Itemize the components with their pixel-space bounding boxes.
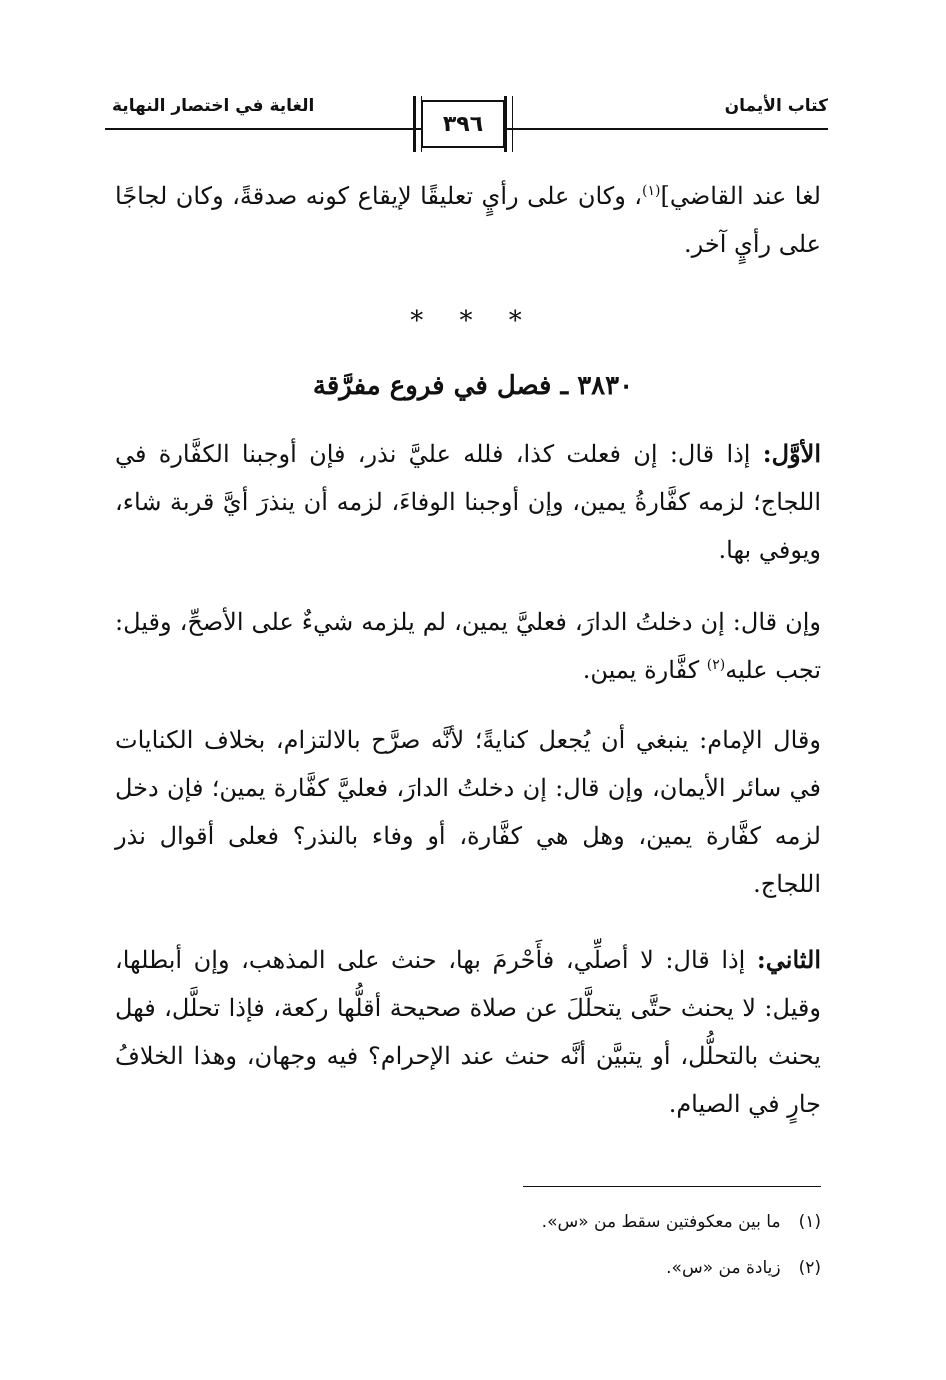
footnote-1 (542, 1210, 821, 1234)
paragraph-second-text-end: كفَّارة يمين. (582, 656, 707, 684)
paragraph-second-issue-text: إذا قال: لا أصلِّي، فأَحْرمَ بها، حنث على المذهب، وإن أبطلها، وقيل: لا يحنث حتَّى يتحلَّلَ عن صلاة صحيحة أقلُّها ركعة، فإذا تحلَّل، فهل يحنث بالتحلُّل، أو يتبيَّن أنَّه حنث عند الإحرام؟ فيه وجهان، وهذا الخلافُ جارٍ في الصيام. (115, 946, 821, 1118)
section-heading: ٣٨٣٠ ـ فصل في فروع مفرَّقة (312, 371, 634, 401)
page-number: ٣٩٦ (442, 111, 484, 137)
footnote-ref-2: (٢) (706, 657, 726, 673)
paragraph-first-lead: الأوَّل: (762, 439, 821, 468)
section-separator: * * * (410, 306, 536, 336)
intro-text-end: ، وكان على رأيٍ تعليقًا لإيقاع كونه صدقةً، وكان لجاجًا على رأيٍ آخر. (115, 182, 821, 258)
footnote-2-text: زيادة من «س». (666, 1258, 781, 1278)
paragraph-imam: وقال الإمام: ينبغي أن يُجعل كنايةً؛ لأنَّه صرَّح بالالتزام، بخلاف الكنايات في سائر الأيمان، وإن قال: إن دخلتُ الدارَ، فعليَّ كفَّارة يمين؛ فإن دخل لزمه كفَّارة يمين، وهل هي كفَّارة، أو وفاء بالنذر؟ فعلى أقوال نذر اللجاج. (115, 726, 821, 898)
footnote-1-number: (١) (798, 1212, 821, 1232)
intro-paragraph (115, 172, 821, 268)
page-number-frame (421, 100, 505, 148)
footnote-2 (666, 1256, 821, 1280)
footnote-ref-1: (١) (642, 183, 661, 199)
footnote-rule (523, 1186, 821, 1187)
running-header-book-title: الغاية في اختصار النهاية (112, 96, 315, 116)
paragraph-second-text-start: وإن قال: إن دخلتُ الدارَ، فعليَّ يمين، لم يلزمه شيءٌ على الأصحِّ، وقيل: تجب عليه (115, 608, 821, 684)
running-header-chapter: كتاب الأيمان (724, 96, 828, 116)
paragraph-second (115, 598, 821, 694)
intro-text-start: لغا عند القاضي] (660, 182, 821, 210)
paragraph-second-issue (115, 936, 821, 1128)
footnote-1-text: ما بين معكوفتين سقط من «س». (541, 1212, 781, 1232)
paragraph-second-issue-lead: الثاني: (756, 945, 821, 974)
footnote-2-number: (٢) (798, 1258, 821, 1278)
paragraph-first-text: إذا قال: إن فعلت كذا، فلله عليَّ نذر، فإن أوجبنا الكفَّارة في اللجاج؛ لزمه كفَّارةُ يمين، وإن أوجبنا الوفاءَ، لزمه أن ينذرَ أيَّ قربة شاء، ويوفي بها. (115, 440, 821, 564)
paragraph-first (115, 430, 821, 574)
